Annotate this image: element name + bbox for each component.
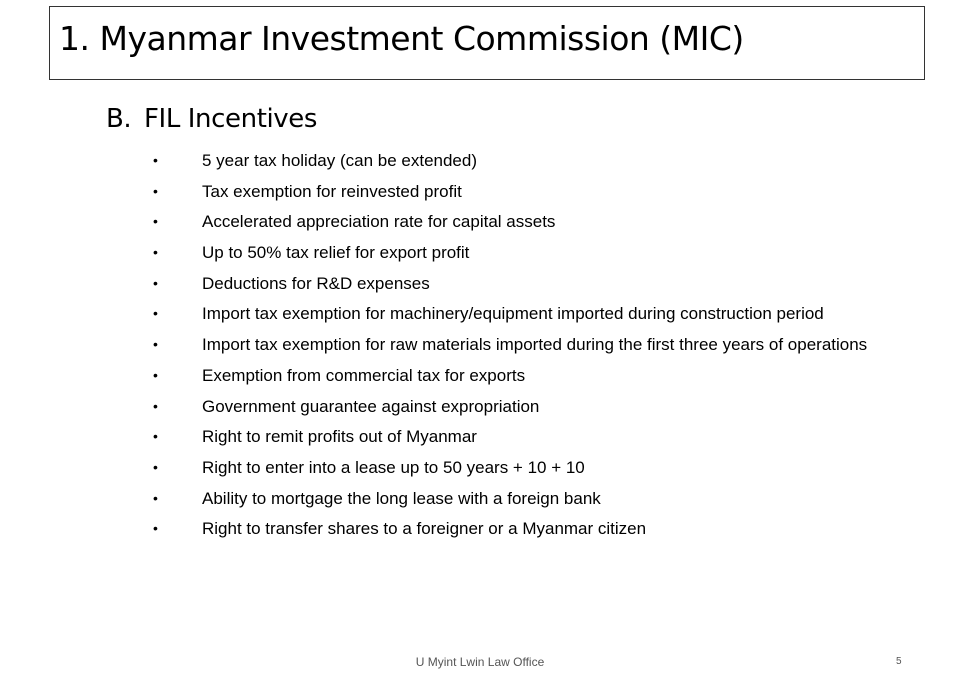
list-item-text: Right to transfer shares to a foreigner or a Myanmar citizen bbox=[202, 519, 647, 539]
bullet-icon: • bbox=[153, 182, 158, 199]
list-item bbox=[150, 240, 890, 265]
list-item bbox=[150, 394, 890, 419]
bullet-icon: • bbox=[153, 489, 158, 506]
bullet-icon: • bbox=[153, 152, 158, 168]
list-item-text: Ability to mortgage the long lease with a foreign bank bbox=[202, 488, 601, 508]
list-item-text: Deductions for R&D expenses bbox=[202, 273, 430, 293]
list-item bbox=[150, 516, 890, 541]
bullet-icon: • bbox=[153, 244, 158, 261]
incentives-list bbox=[150, 148, 890, 547]
bullet-icon: • bbox=[153, 520, 158, 537]
list-item-text: Right to enter into a lease up to 50 years + 10 + 10 bbox=[202, 457, 585, 477]
list-item-text: Right to remit profits out of Myanmar bbox=[202, 427, 477, 447]
section-heading bbox=[106, 104, 317, 134]
list-item-text: Import tax exemption for raw materials imported during the first three years of operations bbox=[202, 335, 868, 355]
list-item bbox=[150, 363, 890, 388]
list-item-text: Up to 50% tax relief for export profit bbox=[202, 243, 470, 263]
bullet-icon: • bbox=[153, 458, 158, 475]
slide-title-box bbox=[49, 6, 925, 80]
list-item bbox=[150, 486, 890, 511]
section-heading-text: FIL Incentives bbox=[144, 104, 318, 134]
section-marker: B. bbox=[106, 104, 132, 134]
slide-title: 1. Myanmar Investment Commission (MIC) bbox=[59, 19, 744, 58]
bullet-icon: • bbox=[153, 397, 158, 414]
list-item bbox=[150, 301, 890, 326]
bullet-icon: • bbox=[153, 336, 158, 353]
list-item bbox=[150, 424, 890, 449]
bullet-icon: • bbox=[153, 274, 158, 291]
list-item-text: 5 year tax holiday (can be extended) bbox=[202, 151, 478, 170]
list-item bbox=[150, 148, 890, 173]
list-item-text: Government guarantee against expropriation bbox=[202, 396, 540, 416]
list-item bbox=[150, 332, 890, 357]
list-item-text: Import tax exemption for machinery/equipment imported during construction period bbox=[202, 304, 824, 324]
list-item-text: Tax exemption for reinvested profit bbox=[202, 181, 462, 201]
list-item-text: Exemption from commercial tax for exports bbox=[202, 365, 526, 385]
bullet-icon: • bbox=[153, 213, 158, 230]
list-item bbox=[150, 179, 890, 204]
list-item bbox=[150, 455, 890, 480]
page-number: 5 bbox=[896, 656, 902, 667]
bullet-icon: • bbox=[153, 366, 158, 383]
list-item bbox=[150, 271, 890, 296]
bullet-icon: • bbox=[153, 305, 158, 322]
footer-office: U Myint Lwin Law Office bbox=[415, 655, 545, 669]
list-item-text: Accelerated appreciation rate for capital assets bbox=[202, 212, 556, 232]
list-item bbox=[150, 209, 890, 234]
bullet-icon: • bbox=[153, 428, 158, 445]
